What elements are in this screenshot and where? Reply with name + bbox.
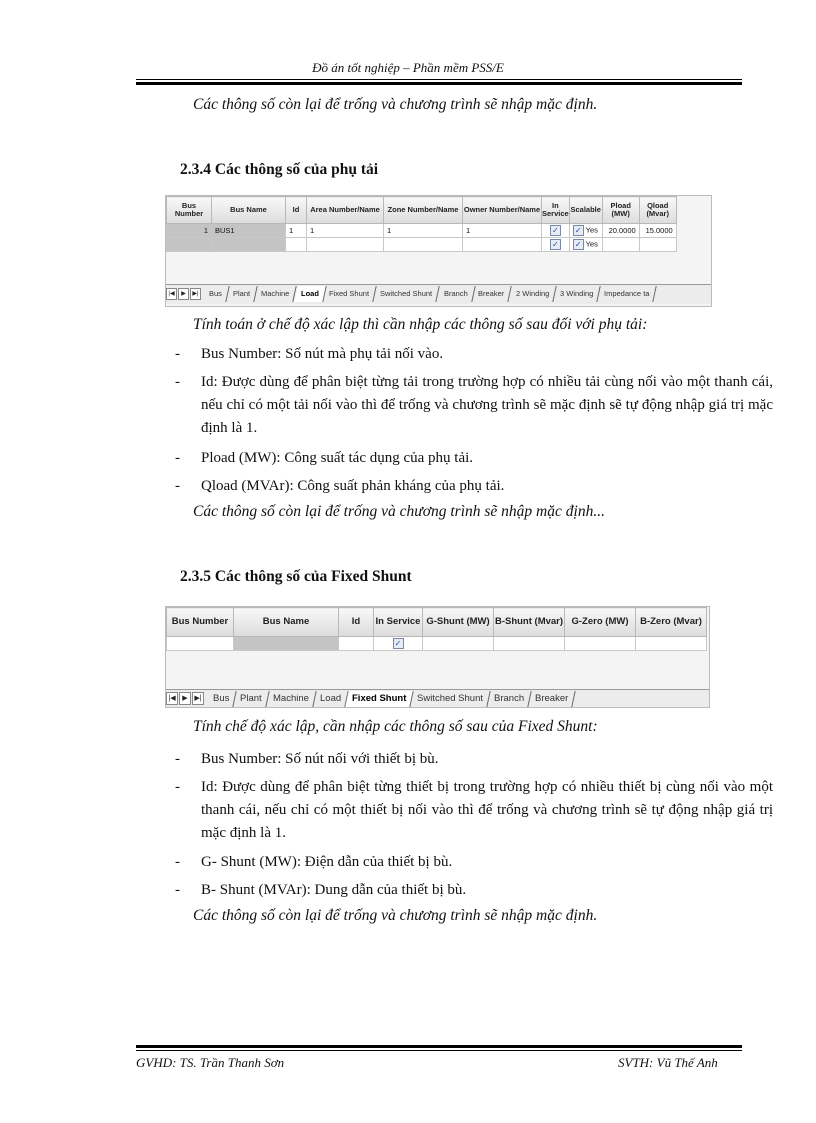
cell-in-service[interactable] xyxy=(374,637,423,651)
cell-pload[interactable] xyxy=(602,238,639,252)
section-heading-load: 2.3.4 Các thông số của phụ tải xyxy=(180,161,379,178)
load-sheet-tabbar xyxy=(166,284,711,304)
tab-branch[interactable]: Branch xyxy=(437,286,475,302)
cell-area[interactable]: 1 xyxy=(307,224,384,238)
col-header-bus-name: Bus Name xyxy=(212,197,286,224)
tab-2-winding[interactable]: 2 Winding xyxy=(509,286,557,302)
footer-divider-thin xyxy=(136,1050,742,1051)
last-sheet-icon[interactable]: ▶| xyxy=(192,692,204,705)
load-closing: Các thông số còn lại để trống và chương trình sẽ nhập mặc định... xyxy=(193,503,605,520)
col-header-bus-number: Bus Number xyxy=(167,197,212,224)
tab-fixed-shunt[interactable]: Fixed Shunt xyxy=(323,286,377,302)
cell-in-service[interactable] xyxy=(542,224,570,238)
fixed-shunt-grid-screenshot xyxy=(165,606,710,708)
tab-impedance-table[interactable]: Impedance ta xyxy=(598,286,658,302)
last-sheet-icon[interactable]: ▶| xyxy=(190,288,201,300)
cell-scalable[interactable] xyxy=(569,224,602,238)
col-header-pload: Pload (MW) xyxy=(602,197,639,224)
list-item: - G- Shunt (MW): Điện dẫn của thiết bị bù. xyxy=(175,854,453,870)
col-header-bus-number: Bus Number xyxy=(167,608,234,637)
col-header-in-service: In Service xyxy=(374,608,423,637)
section-heading-fixed-shunt: 2.3.5 Các thông số của Fixed Shunt xyxy=(180,568,412,585)
list-item: - B- Shunt (MVAr): Dung dẫn của thiết bị bù. xyxy=(175,882,467,898)
cell-bus-number[interactable] xyxy=(167,637,234,651)
list-item: - Qload (MVAr): Công suất phản kháng của phụ tải. xyxy=(175,478,505,494)
cell-bus-number[interactable] xyxy=(167,238,212,252)
cell-b-zero[interactable] xyxy=(636,637,707,651)
col-header-qload: Qload (Mvar) xyxy=(639,197,676,224)
tab-machine[interactable]: Machine xyxy=(266,691,316,707)
checkbox-icon[interactable]: ✓ xyxy=(550,225,561,236)
checkbox-icon[interactable]: ✓ xyxy=(550,239,561,250)
cell-zone[interactable]: 1 xyxy=(384,224,463,238)
header-divider-thin xyxy=(136,79,742,80)
tab-bus[interactable]: Bus xyxy=(202,286,229,302)
footer-supervisor: GVHD: TS. Trần Thanh Sơn xyxy=(136,1055,285,1070)
col-header-b-zero: B-Zero (Mvar) xyxy=(636,608,707,637)
cell-area[interactable] xyxy=(307,238,384,252)
col-header-in-service: In Service xyxy=(542,197,570,224)
checkbox-icon[interactable]: ✓ xyxy=(573,225,584,236)
tab-load[interactable]: Load xyxy=(313,691,349,707)
cell-bus-name[interactable] xyxy=(212,238,286,252)
load-grid-screenshot xyxy=(165,195,712,307)
col-header-g-zero: G-Zero (MW) xyxy=(565,608,636,637)
table-row xyxy=(167,637,707,651)
cell-b-shunt[interactable] xyxy=(494,637,565,651)
cell-pload[interactable]: 20.0000 xyxy=(602,224,639,238)
cell-qload[interactable]: 15.0000 xyxy=(639,224,676,238)
col-header-b-shunt: B-Shunt (Mvar) xyxy=(494,608,565,637)
load-grid-header-row xyxy=(167,197,677,224)
shunt-sheet-tabbar xyxy=(166,689,709,708)
table-row xyxy=(167,238,677,252)
list-item: - Bus Number: Số nút mà phụ tải nối vào. xyxy=(175,346,444,362)
col-header-zone: Zone Number/Name xyxy=(384,197,463,224)
footer-student: SVTH: Vũ Thế Anh xyxy=(618,1055,718,1070)
tab-bus[interactable]: Bus xyxy=(206,691,237,707)
shunt-intro: Tính chế độ xác lập, cần nhập các thông số sau của Fixed Shunt: xyxy=(193,718,598,735)
footer-divider-thick xyxy=(136,1045,742,1048)
shunt-grid-header-row xyxy=(167,608,707,637)
tab-switched-shunt[interactable]: Switched Shunt xyxy=(410,691,490,707)
col-header-g-shunt: G-Shunt (MW) xyxy=(423,608,494,637)
cell-bus-name[interactable]: BUS1 xyxy=(212,224,286,238)
tab-switched-shunt[interactable]: Switched Shunt xyxy=(374,286,441,302)
col-header-bus-name: Bus Name xyxy=(234,608,339,637)
tab-plant[interactable]: Plant xyxy=(233,691,269,707)
cell-id[interactable] xyxy=(286,238,307,252)
cell-bus-name[interactable] xyxy=(234,637,339,651)
cell-id[interactable] xyxy=(339,637,374,651)
tab-3-winding[interactable]: 3 Winding xyxy=(553,286,601,302)
scalable-label: Yes xyxy=(585,225,598,235)
cell-bus-number[interactable]: 1 xyxy=(167,224,212,238)
cell-zone[interactable] xyxy=(384,238,463,252)
tab-branch[interactable]: Branch xyxy=(487,691,532,707)
cell-id[interactable]: 1 xyxy=(286,224,307,238)
cell-in-service[interactable] xyxy=(542,238,570,252)
list-item: - Id: Được dùng để phân biệt từng tải trong trường hợp có nhiều tải cùng nối vào một thanh cái, nếu chỉ có một tải nối vào thì để trống và chương trình sẽ mặc định sẽ tự động nhập giá trị mặc định là 1. xyxy=(175,374,773,436)
checkbox-icon[interactable]: ✓ xyxy=(573,239,584,250)
col-header-id: Id xyxy=(286,197,307,224)
list-item: - Id: Được dùng để phân biệt từng thiết bị trong trường hợp có nhiều thiết bị cùng nối vào một thanh cái, nếu chỉ có một thiết bị nối vào thì để trống và chương trình sẽ tự động nhập giá trị mặc định là 1. xyxy=(175,779,773,841)
tab-breaker[interactable]: Breaker xyxy=(472,286,513,302)
col-header-id: Id xyxy=(339,608,374,637)
shunt-closing: Các thông số còn lại để trống và chương trình sẽ nhập mặc định. xyxy=(193,907,598,924)
first-sheet-icon[interactable]: |◀ xyxy=(166,288,177,300)
scalable-label: Yes xyxy=(585,239,598,249)
tab-plant[interactable]: Plant xyxy=(226,286,258,302)
header-divider-thick xyxy=(136,82,742,85)
next-sheet-icon[interactable]: ▶ xyxy=(179,692,191,705)
cell-qload[interactable] xyxy=(639,238,676,252)
cell-owner[interactable] xyxy=(463,238,542,252)
tab-machine[interactable]: Machine xyxy=(254,286,297,302)
cell-scalable[interactable] xyxy=(569,238,602,252)
col-header-owner: Owner Number/Name xyxy=(463,197,542,224)
col-header-area: Area Number/Name xyxy=(307,197,384,224)
page-header-title: Đồ án tốt nghiệp – Phần mềm PSS/E xyxy=(312,60,504,75)
tab-load[interactable]: Load xyxy=(294,286,326,302)
col-header-scalable: Scalable xyxy=(569,197,602,224)
first-sheet-icon[interactable]: |◀ xyxy=(166,692,178,705)
table-row xyxy=(167,224,677,238)
fixed-shunt-grid-table xyxy=(166,607,707,651)
checkbox-icon[interactable]: ✓ xyxy=(393,638,404,649)
list-item: - Bus Number: Số nút nối với thiết bị bù. xyxy=(175,751,439,767)
load-intro: Tính toán ở chế độ xác lập thì cần nhập các thông số sau đối với phụ tải: xyxy=(193,316,648,333)
cell-g-zero[interactable] xyxy=(565,637,636,651)
cell-owner[interactable]: 1 xyxy=(463,224,542,238)
cell-g-shunt[interactable] xyxy=(423,637,494,651)
load-grid-table xyxy=(166,196,677,252)
next-sheet-icon[interactable]: ▶ xyxy=(178,288,189,300)
intro-line: Các thông số còn lại để trống và chương trình sẽ nhập mặc định. xyxy=(193,96,598,113)
tab-breaker[interactable]: Breaker xyxy=(529,691,577,707)
tab-fixed-shunt[interactable]: Fixed Shunt xyxy=(345,691,414,707)
list-item: - Pload (MW): Công suất tác dụng của phụ tải. xyxy=(175,450,474,466)
